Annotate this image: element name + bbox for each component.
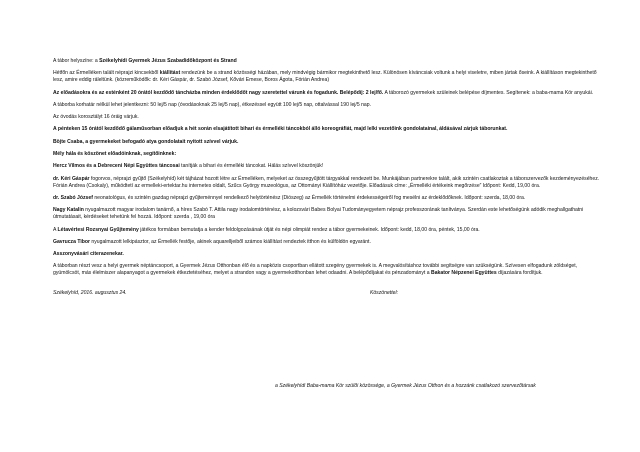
paragraph-keri [53,176,603,190]
paragraph-gala: A pénteken 15 órától kezdődő gálaműsorban előadjuk a hét során elsajátított bihari és érmelléki táncokból álló koreográfiát, majd lelki vezetőink gondolatainal, áldásával zárjuk táborunkat. [53,126,508,133]
nagy-post: nyugalmazott magyar irodalom tanárnő, a híres Szabó T. Attila nagy irodalomtörténész, a kolozsvári Babes Bolyai Tudományegyetem néprajz professzorának tanítványa. Szerdán este lehetőségünk adódik meghallgathatni útmutatásait, kérdéseket tehetünk fel hozzá. Időpont: szerda , 19,00 óra [53,207,584,221]
paragraph-final [53,263,603,277]
paragraph-gavrucza [53,239,603,246]
document-body [53,58,603,297]
rozsnyai-post: játékos formában bemutatja a kender feldolgozásának útját és népi olimpiát rendez a tábor gyermekeinek. Időpont: kedd, 18,00 óra, péntek, 15,00 óra. [138,226,480,233]
gavrucza-bold: Gavrucza Tibor [53,238,90,245]
final-pre: A táborban részt vesz a helyi gyermek néptáncsoport, a Gyermek Jézus Otthonban élő és a napközis csoportban ellátott szegény gyermekek is. A megvalósításhoz további segítségre van szükségünk. Szívesen elfogadunk zöldséget, gyümölcsöt, más élelmiszer alapanyagot a gyermekek étkeztetéséhez, melyet a strandon vagy a gyermekotthonban lehet odaadni. A belépődíjakat és pénzadományt a [53,263,578,277]
rozsnyai-bold: Létavértesi Rozsnyai Gyűjtemény [57,226,139,233]
location-prefix: A tábor helyszíne: a [53,58,100,64]
szabo-bold: dr. Szabó József [53,194,93,201]
organizers-line: a Székelyhídi Baba-mama Kör szülői közössége, a Gyermek Jézus Otthon és a hozzánk csatlakozó szervezőtársak [275,383,536,389]
keri-bold: dr. Kéri Gáspár [53,175,90,182]
exhibit-bold: kiállítást [159,70,181,77]
keri-post: fogorvos, néprajzi gyűjtő (Székelyhíd) két tájházat hozott létre az Érmelléken, melyeket az összegyűjtött tárgyakkal rendezett be. Munkájában partnerekre talált, akik szintén csatlakoztak a táborszervezők kezdeményezéséhez. Fórián Andrea (Csokaly), működtetí az ermelleki-ertektar.hu internetes oldalt, Szűcs György muzeológus, az Ottományi Kiállítóház vezetője. Előadásuk címe: „Érmelléki értékeink megőrzése” Időpont: Kedd, 19,00 óra. [53,175,600,189]
dance-post: A táborozó gyermekek szüleinek belépése díjmentes. Segítenek: a baba-mama Kör anyukái. [383,89,594,96]
paragraph-csaba: Böjte Csaba, a gyermekeket befogadó atya gondolatait nyitott szívvel várjuk. [53,138,239,145]
signature-row [53,290,603,297]
paragraph-rozsnyai [53,227,603,234]
hercz-bold: Hercz Vilmos és a Debreceni Népi Együttes táncosai [53,163,180,170]
paragraph-thanks-heading: Mély hála és köszönet előadóinknak, segítőinknek: [53,151,177,158]
paragraph-szabo [53,195,603,202]
dance-bold: Az előadásokra és az esténként 20 órától kezdődő táncházba minden érdeklődőt nagy szeretettel várunk és fogadunk. Belépődíj: 2 lej/fő. [53,89,384,96]
location-name: Székelyhídi Gyermek Jézus Szabadidőközpont és Strand [99,58,237,64]
paragraph-hercz [53,163,603,170]
final-bold: Bakator Népzenei Együttes [431,270,497,277]
paragraph-age: Az óvodás korosztályt 16 óráig várjuk. [53,114,139,121]
thanks-label: Köszönettel: [369,290,398,297]
nagy-bold: Nagy Katalin [53,207,84,214]
paragraph-exhibit [53,70,603,84]
exhibit-post: rendezünk be a strand közösségi házában, mely mindvégig bármikor megtekinthető lesz. Különösen kíváncsiak voltunk a helyi viseletre, miben jártak őseink. A kiállításon megtekinthető lesz, amire eddig ráleltünk. (közreműködők: dr. Kéri Gáspár, dr. Szabó József, Kővári Emese, Boros Ágota, Fórián Andrea) [53,70,597,84]
paragraph-nagy [53,207,603,221]
final-post: díjazására fordítjuk. [496,270,543,277]
rozsnyai-pre: A [53,226,58,233]
szabo-post: neonatológus, és szintén gazdag néprajzi gyűjteménnyel rendelkező helytörténész (Diószeg) az Érmellék történelmi érdekességeiről fog mesélni az érdeklődőknek. Időpont: szerda, 18,00 óra. [92,194,526,201]
hercz-post: tanítják a bihari és érmelléki táncokat. Hálás szívvel köszönjük! [179,163,324,170]
paragraph-location [53,58,603,65]
paragraph-citera: Asszonyvásári citerazenekar. [53,251,124,258]
exhibit-pre: Hétfőn az Érmelléken talált néprajzi kincsekből [53,70,160,77]
paragraph-dance [53,90,603,97]
paragraph-fee: A táborba korhatár nélkül lehet jelentkezni: 50 lej/5 nap (óvodásoknak 25 lej/5 nap), étkezéssel együtt 100 lej/5 nap, ottalvással 190 lej/5 nap. [53,101,372,108]
gavrucza-post: nyugalmazott lelkipásztor, az Érmellék festője, akinek aquarelljeiből számos kiállítást rendeztek itthon és külföldön egyaránt. [90,238,371,245]
place-date: Székelyhíd, 2016. augusztus 24. [53,290,127,297]
